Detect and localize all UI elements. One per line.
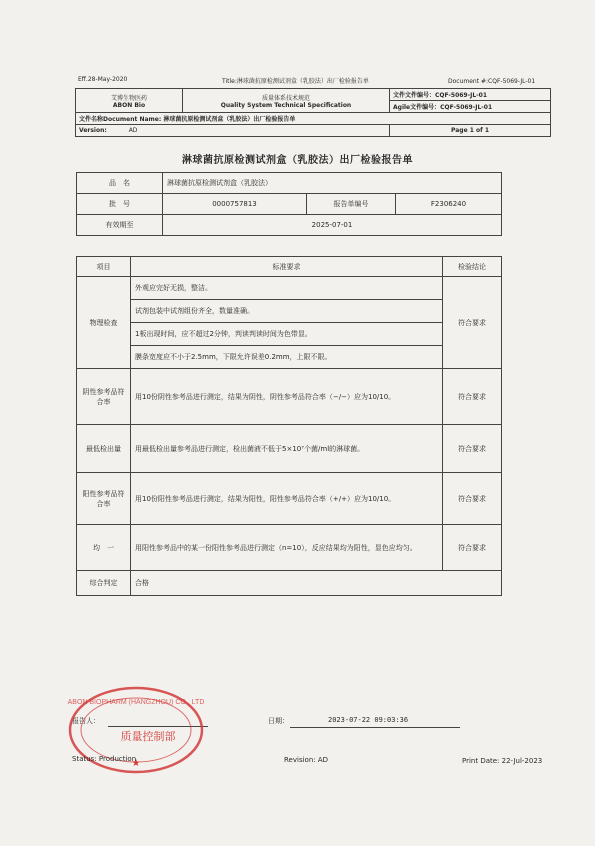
- footer-status: Status: Production: [72, 755, 137, 763]
- page-number: Page 1 of 1: [390, 125, 551, 137]
- row-result-lod: 符合要求: [443, 425, 502, 473]
- product-value: 淋球菌抗原检测试剂盒（乳胶法）: [163, 173, 502, 194]
- row-item-positive: 阳性参考品符合率: [77, 473, 131, 525]
- header-table: [75, 88, 551, 137]
- date-label: 日期：: [268, 717, 289, 725]
- physical-line-4: 膜条宽度应不小于2.5mm，下限允许误差0.2mm，上限不限。: [131, 346, 443, 369]
- effective-date: Eff.28-May-2020: [78, 76, 128, 83]
- company-cn: 艾博生物医药: [110, 94, 147, 102]
- document-name: 文件名称Document Name: 淋球菌抗原检测试剂盒（乳胶法）出厂检验报告单: [76, 113, 551, 125]
- report-title: 淋球菌抗原检测试剂盒（乳胶法）出厂检验报告单: [182, 155, 413, 166]
- batch-label: 批 号: [77, 194, 163, 215]
- row-result-negative: 符合要求: [443, 369, 502, 425]
- report-number-label: 报告单编号: [307, 194, 396, 215]
- version-cell: [76, 125, 390, 137]
- physical-line-3: 1板出现时间，应不超过2分钟，判读判读时间为色带显。: [131, 323, 443, 346]
- svg-text:★: ★: [131, 758, 141, 769]
- expiry-label: 有效期至: [77, 215, 163, 236]
- footer-print-date: Print Date: 22-Jul-2023: [462, 757, 543, 765]
- spec-cn: 质量体系技术规范: [261, 94, 310, 102]
- row-result-positive: 符合要求: [443, 473, 502, 525]
- reporter-label: 报告人：: [72, 717, 100, 725]
- spec-cell: [183, 89, 390, 113]
- row-item-uniformity: 均 一: [77, 525, 131, 571]
- row-item-physical: 物理检查: [77, 277, 131, 369]
- row-result-physical: 符合要求: [443, 277, 502, 369]
- row-item-negative: 阴性参考品符合率: [77, 369, 131, 425]
- row-item-overall: 综合判定: [77, 571, 131, 596]
- product-label: 品 名: [77, 173, 163, 194]
- version-label: Version:: [79, 127, 107, 134]
- row-standard-lod: 用最低检出量参考品进行测定，检出菌液不低于5×10⁷个菌/ml的淋球菌。: [131, 425, 443, 473]
- header-standard: 标准要求: [131, 257, 443, 277]
- company-cell: [76, 89, 183, 113]
- row-standard-uniformity: 用阳性参考品中的某一份阳性参考品进行测定（n=10），反应结果均为阳性，显色应均匀。: [131, 525, 443, 571]
- row-result-uniformity: 符合要求: [443, 525, 502, 571]
- report-number-value: F2306240: [396, 194, 502, 215]
- row-standard-positive: 用10份阳性参考品进行测定，结果为阳性，阳性参考品符合率（+/+）应为10/10。: [131, 473, 443, 525]
- company-en: ABON Bio: [112, 101, 146, 109]
- svg-text:ABON BIOPHARM (HANGZHOU) CO.,: ABON BIOPHARM (HANGZHOU) CO., LTD: [67, 699, 205, 706]
- date-line: [290, 727, 460, 728]
- row-standard-negative: 用10份阴性参考品进行测定，结果为阴性，阴性参考品符合率（−/−）应为10/10。: [131, 369, 443, 425]
- agile-number: Agile文件编号：CQF-5069-JL-01: [390, 101, 551, 113]
- header-result: 检验结论: [443, 257, 502, 277]
- version-value: AD: [128, 127, 138, 134]
- footer-revision: Revision: AD: [284, 756, 329, 764]
- header-item: 项目: [77, 257, 131, 277]
- info-table: [76, 172, 502, 236]
- physical-line-2: 试剂包装中试剂组份齐全，数量准确。: [131, 300, 443, 323]
- batch-value: 0000757813: [163, 194, 307, 215]
- stamp-text: 质量控制部: [120, 730, 176, 743]
- doc-number: 文件文件编号：CQF-5069-JL-01: [390, 89, 551, 101]
- row-standard-overall: 合格: [131, 571, 502, 596]
- top-title: Title:淋球菌抗原检测试剂盒（乳胶法）出厂检验报告单: [222, 78, 369, 85]
- spec-en: Quality System Technical Specification: [220, 101, 352, 109]
- row-item-lod: 最低检出量: [77, 425, 131, 473]
- physical-line-1: 外观应完好无损，整洁。: [131, 277, 443, 300]
- top-document-number: Document #:CQF-5069-JL-01: [448, 78, 536, 85]
- date-value: 2023-07-22 09:03:36: [328, 716, 409, 724]
- inspection-table: [76, 256, 502, 596]
- expiry-value: 2025-07-01: [163, 215, 502, 236]
